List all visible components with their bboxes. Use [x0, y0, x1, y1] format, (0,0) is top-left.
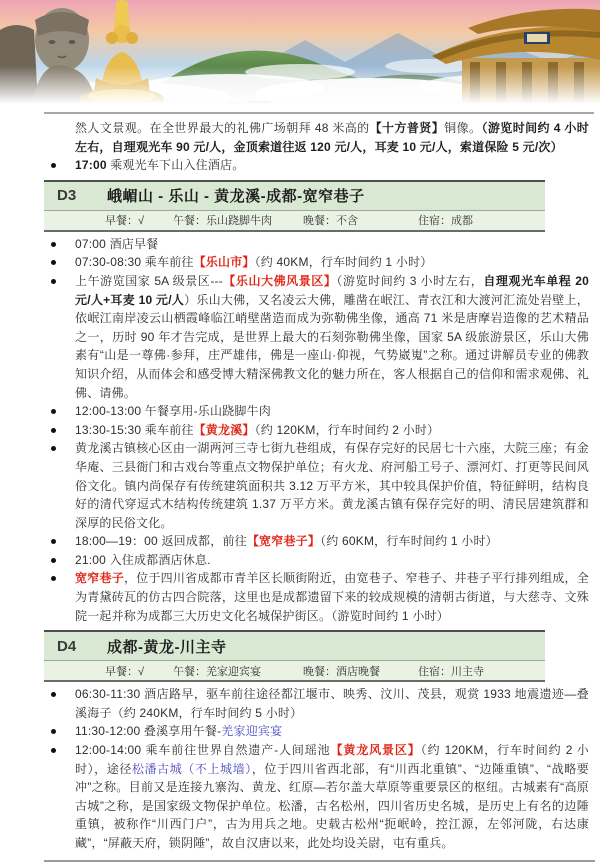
- itinerary-item: [44, 532, 589, 551]
- itinerary-item: [44, 253, 589, 272]
- itinerary-item: [44, 722, 589, 741]
- itinerary-item: [44, 741, 589, 853]
- text-run: ，位于四川省西北部，有“川西北重镇”、“边陲重镇”、“战略要冲”之称。目前又是连接九寨沟、黄龙、红原—若尔盖大草原等重要景区的枢纽。古城素有“高原古城”之称，是国家级文物保护单位。松潘，古名松州，四川省历史名城，是历史上有名的边陲重镇，被称作“川西门户”，古为用兵之地。史载古松州“扼岷岭，控江源，左邻河陇，右达康藏”，“屏蔽天府，锁阴陲”，故自汉唐以来，此处均设关尉，屯有重兵。: [75, 761, 589, 850]
- itinerary-item: [44, 272, 589, 402]
- dinner-info: 晚餐：不含: [303, 215, 358, 228]
- intro-paragraph: [44, 119, 589, 156]
- bold-text: 自理观光车单程 20 元/人+耳麦 10 元/人: [75, 273, 589, 307]
- text-run: 铜像。: [444, 121, 482, 135]
- highlight-red-text: 【乐山大佛风景区】: [222, 273, 337, 288]
- text-run: 乘观光车下山入住酒店。: [106, 158, 245, 173]
- dinner-info: 晚餐：酒店晚餐: [303, 665, 380, 678]
- day-title-row: [44, 632, 545, 661]
- day-code: D4: [57, 637, 77, 655]
- text-run: ）乐山大佛，又名凌云大佛，雕凿在岷江、青衣江和大渡河汇流处岩壁上，依岷江南岸凌云山栖霞峰临江峭壁凿造而成为弥勒佛坐像，通高 71 米是唐摩岩造像的艺术精品之一，历时 90 年才告完成，是世界上最大的石刻弥勒佛坐像，国家 5A 级旅游景区，乐山大佛素有“山是一尊佛·参拜，庄严雄伟，佛是一座山·仰视，气势崴嵬”之称。通过讲解员专业的佛教知识介绍，从而体会和感受博大精深佛教文化的魅力所在，客人根据自己的信仰和需求观佛、礼佛、请佛。: [75, 292, 589, 400]
- text-run: 12:00-14:00 乘车前往世界自然遗产-人间瑶池: [75, 743, 331, 758]
- text-run: 然人文景观。在全世界最大的礼佛广场朝拜 48 米高的: [75, 121, 370, 135]
- itinerary-item: [44, 685, 589, 722]
- itinerary-item: [44, 235, 589, 254]
- text-run: 07:00 酒店早餐: [75, 236, 159, 251]
- text-run: 06:30-11:30 酒店路早，驱车前往途径都江堰市、映秀、汶川、茂县，观赏 1933 地震遗迹—叠溪海子（约 240KM，行车时间约 5 小时）: [75, 687, 589, 720]
- text-run: （约 60KM，行车时间约 1 小时）: [320, 534, 498, 549]
- highlight-blue-text: 松潘古城（不上城墙）: [131, 761, 252, 776]
- header-photo: [0, 0, 600, 104]
- day-title: 成都-黄龙-川主寺: [107, 638, 227, 656]
- itinerary-item: [44, 569, 589, 625]
- text-run: 13:30-15:30 乘车前往: [75, 422, 194, 437]
- text-run: 21:00 入住成都酒店休息.: [75, 552, 211, 567]
- day-header-d3: [44, 180, 545, 232]
- highlight-red-text: 【黄龙风景区】: [330, 743, 421, 758]
- text-run: 11:30-12:00 叠溪享用午餐-: [75, 724, 222, 739]
- mist-fade: [0, 66, 600, 104]
- text-run: （游览时间约 3 小时左右，: [336, 273, 484, 288]
- text-run: （约 40KM，行车时间约 1 小时）: [254, 255, 433, 270]
- highlight-red-text: 【黄龙溪】: [193, 422, 255, 437]
- day-item-list: [44, 235, 589, 625]
- highlight-red-text: 宽窄巷子: [75, 571, 124, 586]
- stay-info: 住宿：成都: [418, 215, 473, 228]
- itinerary-item: [44, 551, 589, 570]
- day-meals-row: [44, 211, 545, 230]
- highlight-red-text: 【乐山市】: [193, 255, 255, 270]
- bold-text: 17:00: [75, 158, 107, 173]
- breakfast-info: 早餐：√: [105, 665, 145, 678]
- text-run: 12:00-13:00 午餐享用-乐山跷脚牛肉: [75, 404, 271, 419]
- text-run: 18:00—19：00 返回成都，前往: [75, 534, 247, 549]
- header-divider-line: [44, 112, 594, 114]
- text-run: 上午游览国家 5A 级景区---: [75, 273, 223, 288]
- day-item-list: [44, 685, 589, 852]
- text-run: 07:30-08:30 乘车前往: [75, 255, 194, 270]
- bold-text: 【十方普贤】: [369, 121, 445, 135]
- text-run: 黄龙溪古镇核心区由一湖两河三寺七街九巷组成，有保存完好的民居七十六座，大院三座；有金华庵、三县衙门和古戏台等重点文物保护单位；有火龙、府河船工号子、漂河灯、打更等民间风俗文化。镇内尚保存有传统建筑面积共 3.12 万平方米，其中较具保护价值，特征鲜明，结构良好的清代穿逗式木结构传统建筑 1.37 万平方米。黄龙溪古镇有保存完好的明、清民居建筑群和深厚的民俗文化。: [75, 441, 589, 530]
- itinerary-document: [44, 119, 589, 862]
- header-photo-illustration: [0, 0, 600, 104]
- day-title: 峨嵋山 - 乐山 - 黄龙溪-成都-宽窄巷子: [107, 188, 365, 206]
- lunch-info: 午餐：乐山跷脚牛肉: [173, 215, 272, 228]
- itinerary-item: [44, 402, 589, 421]
- text-run: （约 120KM，行车时间约 2 小时）: [254, 422, 440, 437]
- bold-text: （游览时间约 4 小时左右，自理观光车 90 元/人，金顶索道往返 120 元/人，耳麦 10 元/人，索道保险 5 元/次）: [75, 121, 589, 154]
- lunch-info: 午餐：羌家迎宾宴: [173, 665, 261, 678]
- day-meals-row: [44, 661, 545, 680]
- breakfast-info: 早餐：√: [105, 215, 145, 228]
- day-title-row: [44, 182, 545, 211]
- itinerary-item: [44, 421, 589, 440]
- text-run: ，位于四川省成都市青羊区长顺街附近，由宽巷子、窄巷子、井巷子平行排列组成，全为青黛砖瓦的仿古四合院落，这里也是成都遗留下来的较成规模的清朝古街道，与大慈寺、文殊院一起并称为成都三大历史文化名城保护街区。（游览时间约 1 小时）: [75, 571, 589, 623]
- day-section-d4: [44, 630, 589, 852]
- itinerary-item: [44, 439, 589, 532]
- day-header-d4: [44, 630, 545, 682]
- stay-info: 住宿：川主寺: [418, 665, 484, 678]
- highlight-red-text: 【宽窄巷子】: [246, 534, 321, 549]
- itinerary-item: [44, 156, 589, 175]
- day-section-d3: [44, 180, 589, 625]
- page-bottom-line: [44, 860, 595, 862]
- day-code: D3: [57, 187, 77, 205]
- text-run: （约 120KM，行车时间约 2 小时），途径: [75, 743, 589, 776]
- highlight-blue-text: 羌家迎宾宴: [221, 724, 283, 739]
